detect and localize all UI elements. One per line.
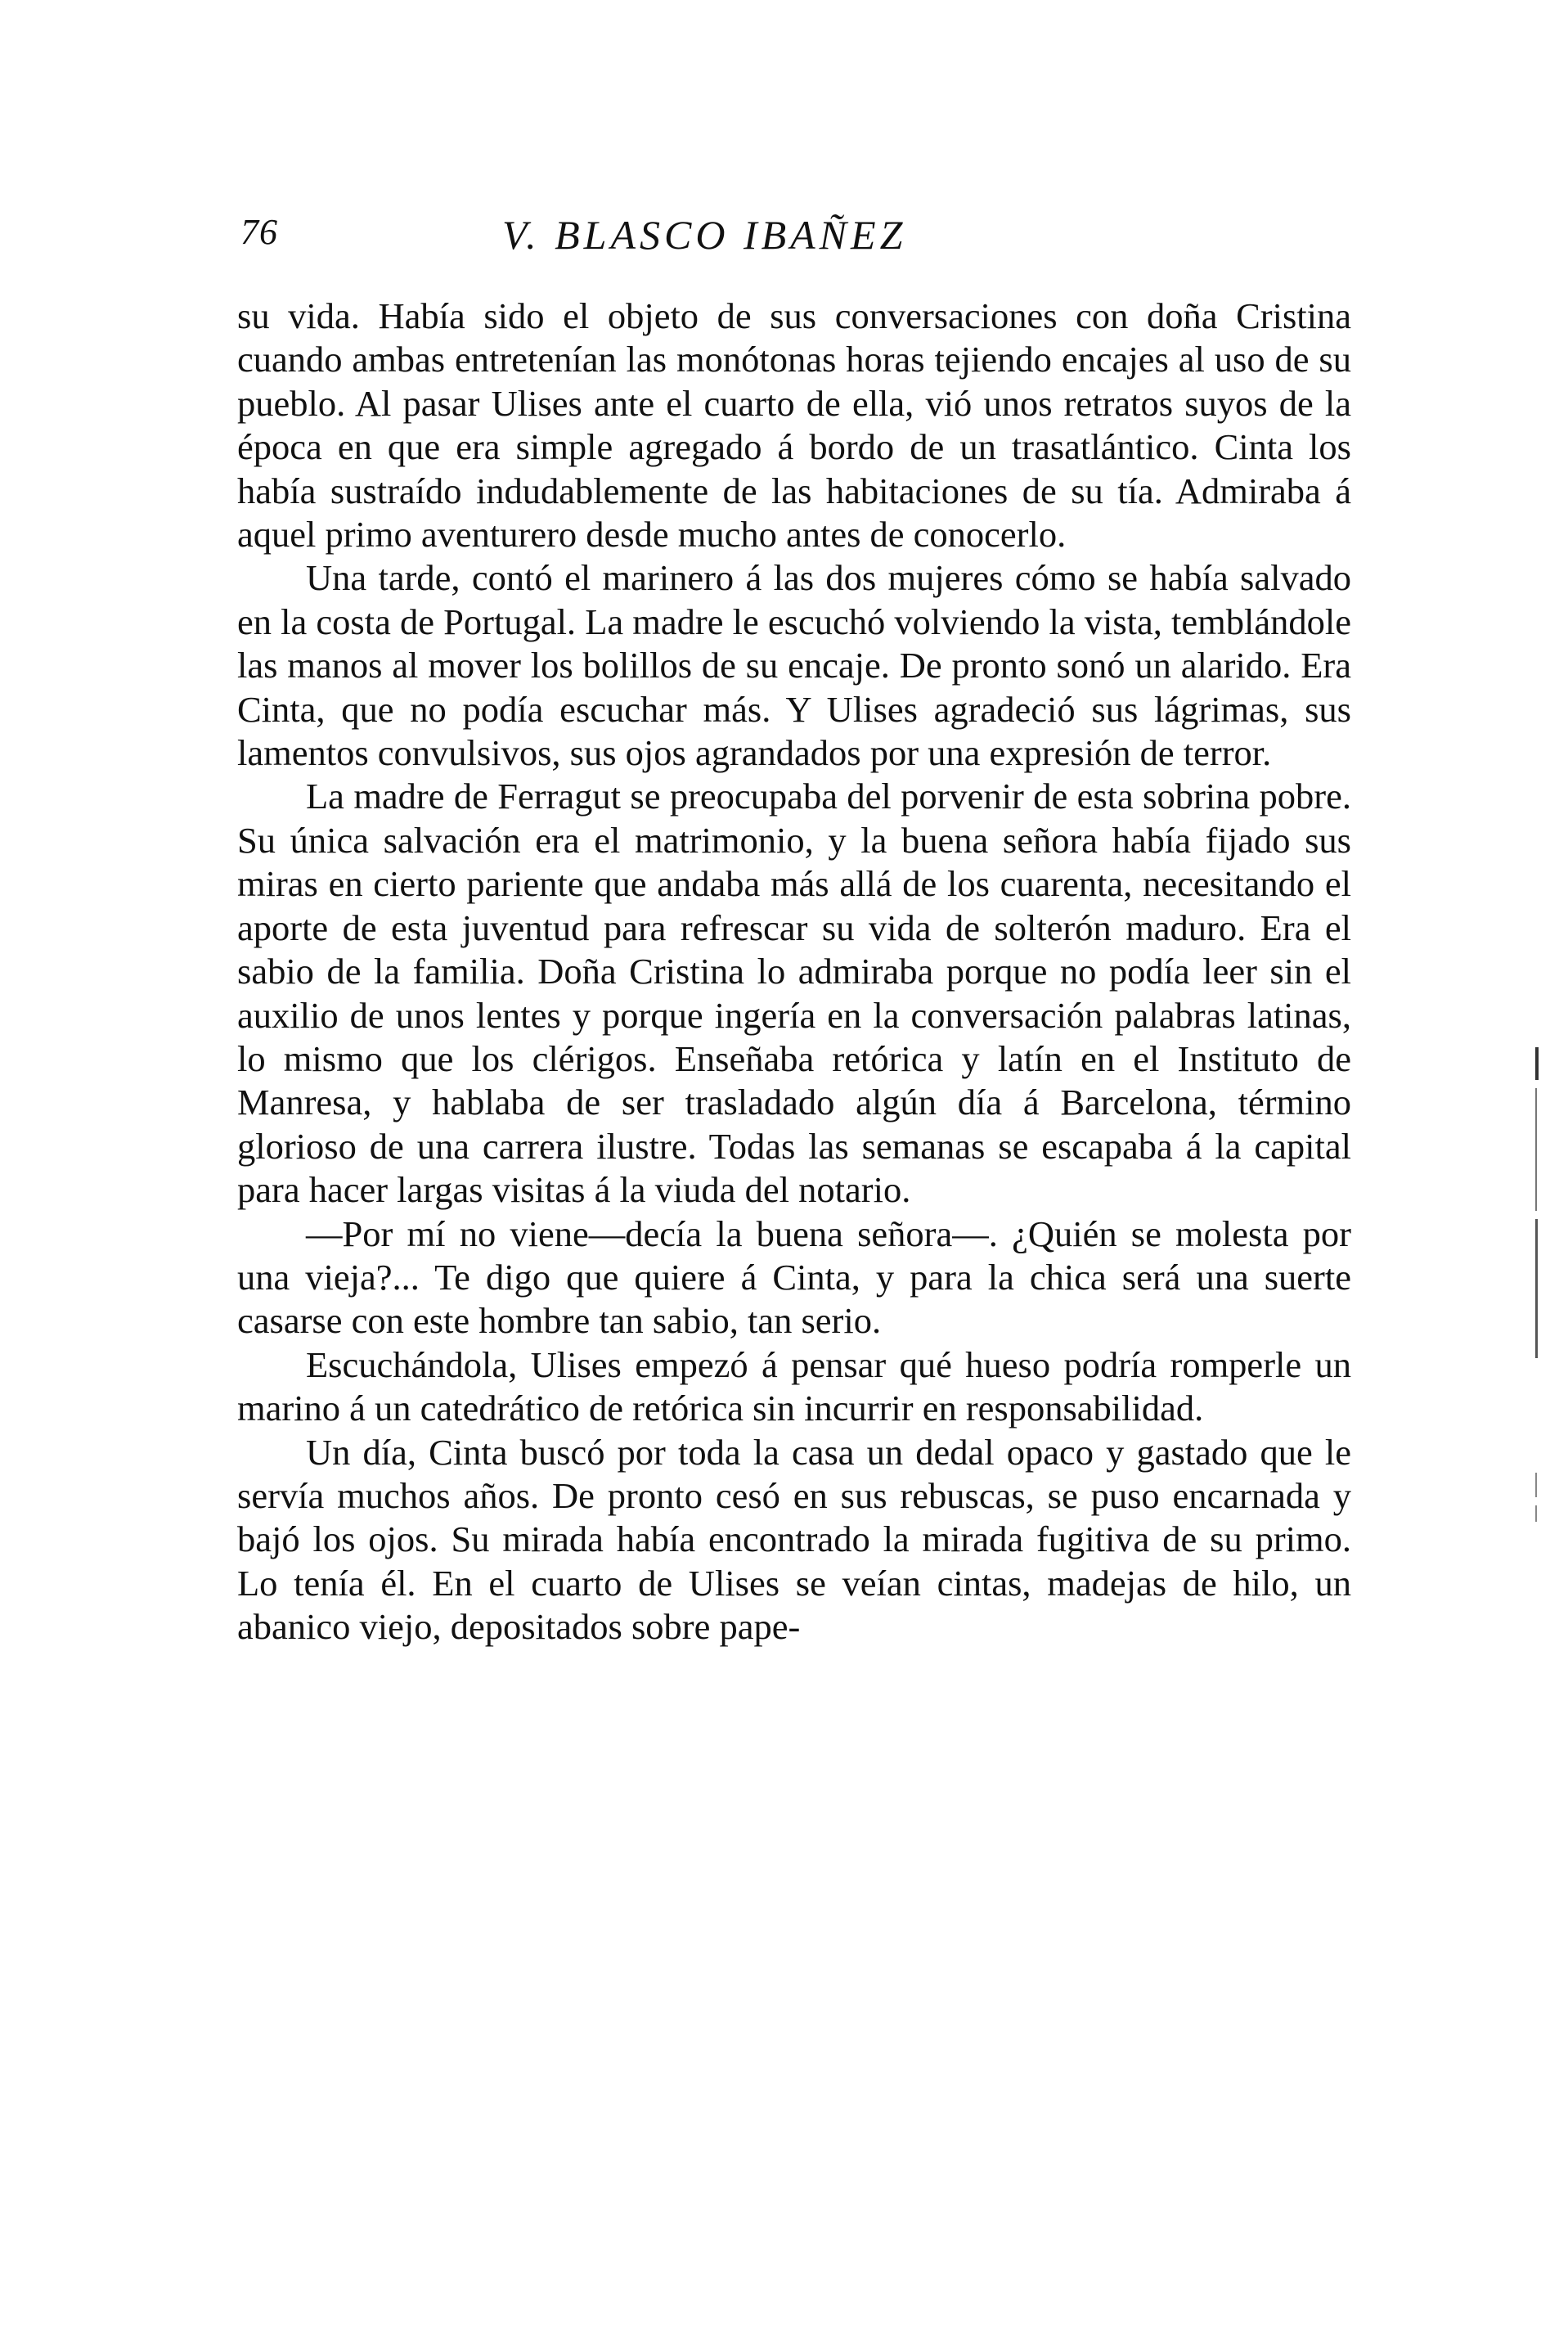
paragraph-5: Escuchándola, Ulises empezó á pensar qué hueso podría romperle un marino á un catedrático de retórica sin incurrir en responsabilidad. <box>237 1343 1351 1429</box>
paragraph-4: —Por mí no viene—decía la buena señora—. ¿Quién se molesta por una vieja?... Te digo que quiere á Cinta, y para la chica será una suerte casarse con este hombre tan sabio, tan serio. <box>237 1212 1351 1342</box>
page-number: 76 <box>240 212 278 252</box>
paragraph-1: su vida. Había sido el objeto de sus conversaciones con doña Cristina cuando ambas entretenían las monótonas horas tejiendo encajes al uso de su pueblo. Al pasar Ulises ante el cuarto de ella, vió unos retratos suyos de la época en que era simple agregado á bordo de un trasatlántico. Cinta los había sustraído indudablemente de las habitaciones de su tía. Admiraba á aquel primo aventurero desde mucho antes de conocerlo. <box>237 295 1351 556</box>
body-text <box>237 295 1351 1649</box>
scan-edge-mark <box>1535 1047 1539 1080</box>
scan-edge-mark <box>1535 1505 1537 1522</box>
running-title: V. BLASCO IBAÑEZ <box>502 212 907 258</box>
scan-edge-mark <box>1535 1219 1538 1358</box>
page-header <box>240 211 1349 268</box>
paragraph-6: Un día, Cinta buscó por toda la casa un dedal opaco y gastado que le servía muchos años. De pronto cesó en sus rebuscas, se puso encarnada y bajó los ojos. Su mirada había encontrado la mirada fugitiva de su primo. Lo tenía él. En el cuarto de Ulises se veían cintas, madejas de hilo, un abanico viejo, depositados sobre pape- <box>237 1431 1351 1648</box>
paragraph-2: Una tarde, contó el marinero á las dos mujeres cómo se había salvado en la costa de Portugal. La madre le escuchó volviendo la vista, temblándole las manos al mover los bolillos de su encaje. De pronto sonó un alarido. Era Cinta, que no podía escuchar más. Y Ulises agradeció sus lágrimas, sus lamentos convulsivos, sus ojos agrandados por una expresión de terror. <box>237 557 1351 774</box>
paragraph-3: La madre de Ferragut se preocupaba del porvenir de esta sobrina pobre. Su única salvación era el matrimonio, y la buena señora había fijado sus miras en cierto pariente que andaba más allá de los cuarenta, necesitando el aporte de esta juventud para refrescar su vida de solterón maduro. Era el sabio de la familia. Doña Cristina lo admiraba porque no podía leer sin el auxilio de unos lentes y porque ingería en la conversación palabras latinas, lo mismo que los clérigos. Enseñaba retórica y latín en el Instituto de Manresa, y hablaba de ser trasladado algún día á Barcelona, término glorioso de una carrera ilustre. Todas las semanas se escapaba á la capital para hacer largas visitas á la viuda del notario. <box>237 776 1351 1211</box>
scan-edge-mark <box>1535 1473 1537 1497</box>
scan-edge-mark <box>1535 1088 1537 1211</box>
